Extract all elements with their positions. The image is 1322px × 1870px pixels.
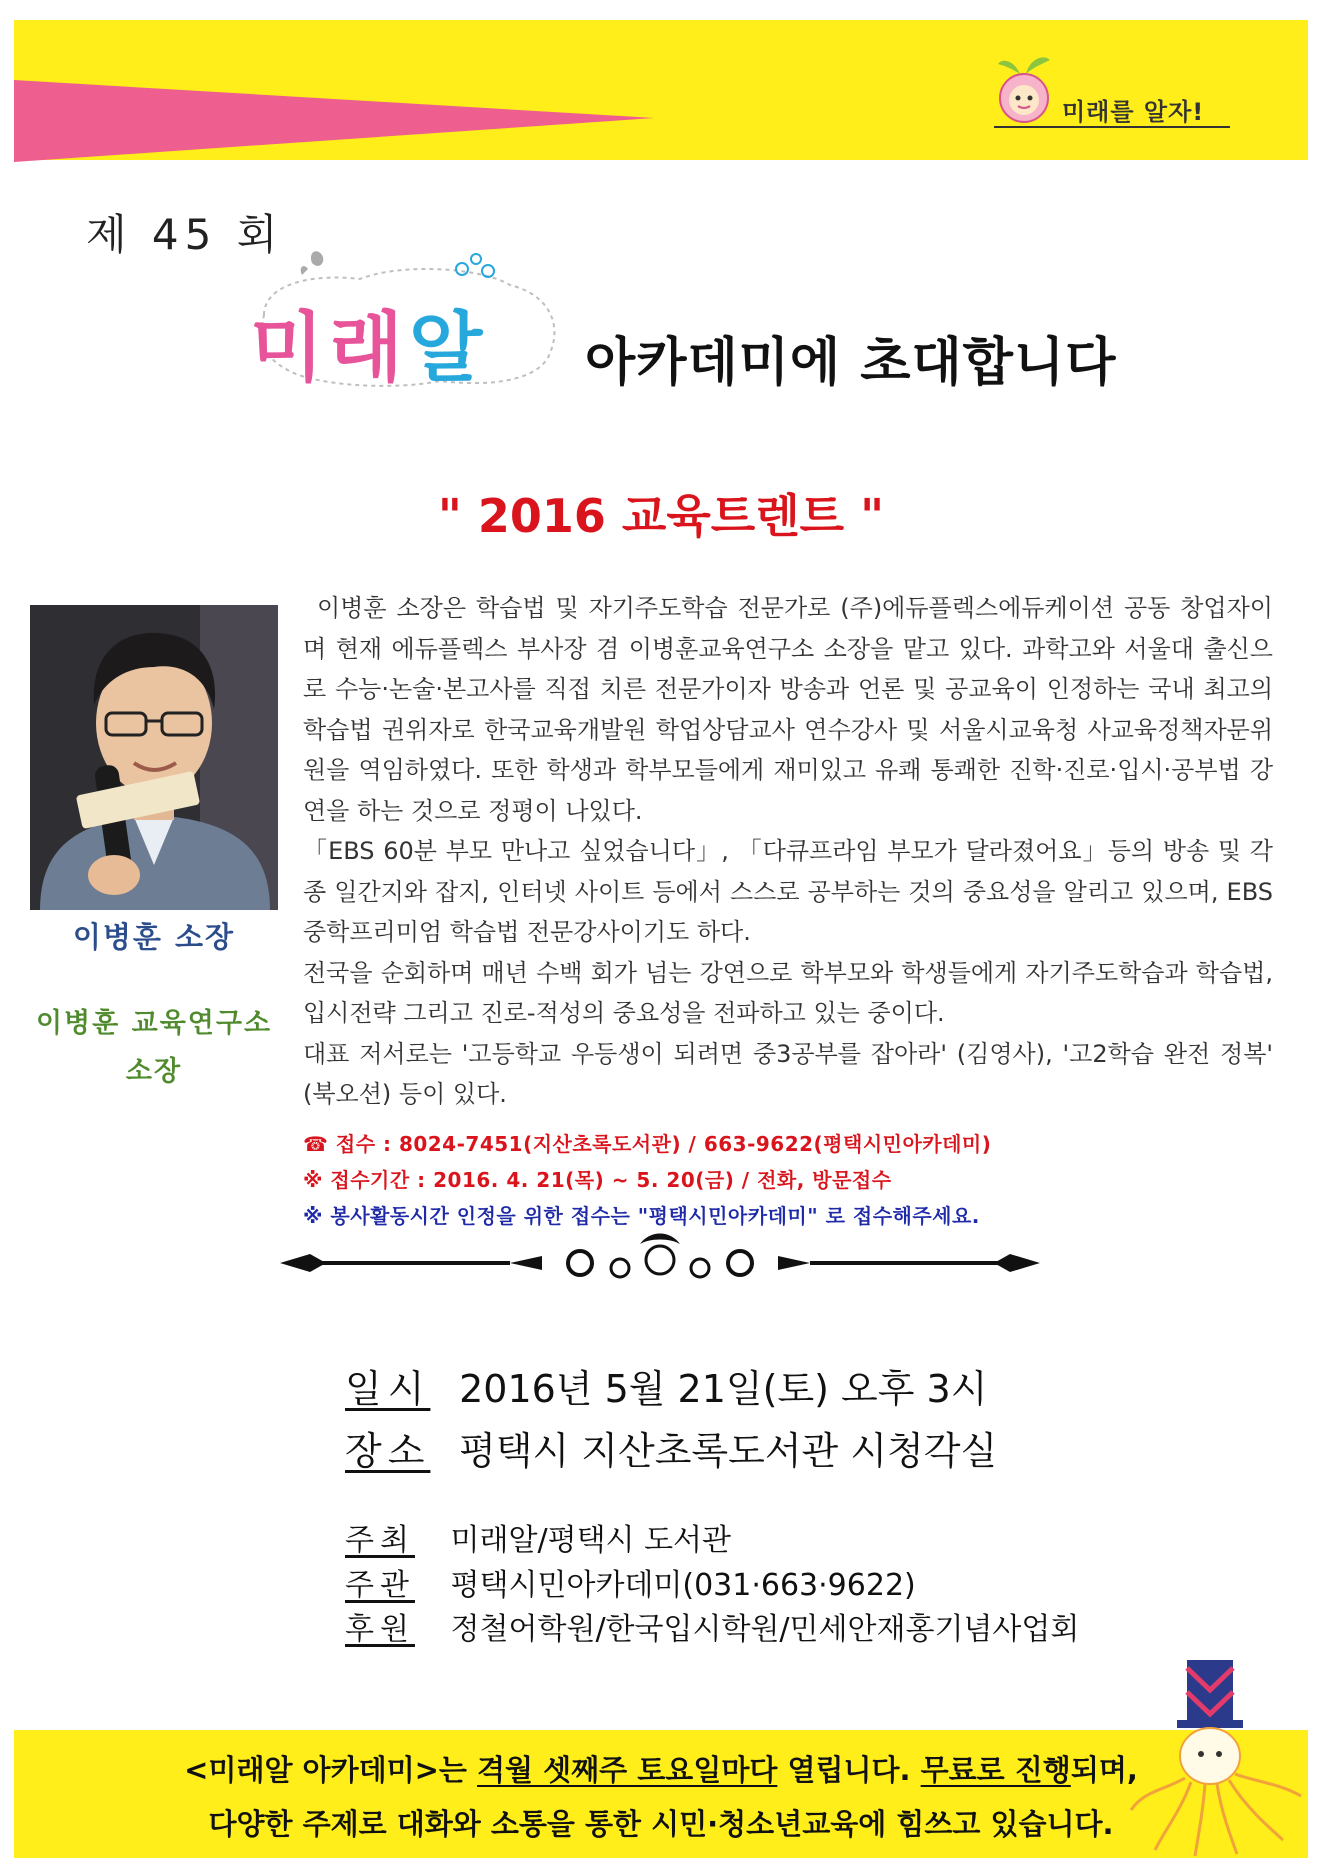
footer-schedule: 격월 셋째주 토요일마다	[477, 1753, 778, 1787]
event-place-row	[345, 1420, 997, 1475]
invite-title: 아카데미에 초대합니다	[585, 333, 1117, 393]
date-label: 일시	[345, 1367, 431, 1411]
host-label: 주최	[345, 1523, 415, 1558]
speaker-name: 이병훈 소장	[72, 920, 236, 954]
lecture-topic: " 2016 교육트렌트 "	[437, 489, 885, 543]
mirae-al-brand-logo	[250, 245, 570, 395]
footer-line-2: 다양한 주제로 대화와 소통을 통한 시민·청소년교육에 힘쓰고 있습니다.	[208, 1807, 1114, 1841]
logo-small-text: 미래를 알자!	[1062, 98, 1205, 126]
event-date-row	[345, 1358, 987, 1413]
sprout-mascot-icon	[990, 48, 1062, 134]
registration-contact: ☎ 접수 : 8024-7451(지산초록도서관) / 663-9622(평택시민아카데미)	[303, 1132, 992, 1156]
speaker-photo	[30, 605, 278, 910]
footer-academy-name: <미래알 아카데미>는	[184, 1753, 478, 1787]
bio-paragraph: 전국을 순회하며 매년 수백 회가 넘는 강연으로 학부모와 학생들에게 자기주도학습과 학습법, 입시전략 그리고 진로-적성의 중요성을 전파하고 있는 중이다.	[303, 958, 1273, 1027]
organizer-row	[345, 1560, 916, 1604]
host-row	[345, 1515, 731, 1559]
place-value: 평택시 지산초록도서관 시청각실	[459, 1429, 998, 1473]
speaker-portrait-image	[30, 605, 278, 910]
mirae-al-logo-small	[990, 48, 1230, 134]
footer-text: 되며,	[1070, 1753, 1138, 1787]
organizer-label: 주관	[345, 1568, 415, 1603]
organizer-value: 평택시민아카데미(031·663·9622)	[450, 1568, 916, 1603]
footer-free: 무료로 진행	[920, 1753, 1071, 1787]
bio-paragraph: 이병훈 소장은 학습법 및 자기주도학습 전문가로 (주)에듀플렉스에듀케이션 공동 창업자이며 현재 에듀플렉스 부사장 겸 이병훈교육연구소 소장을 맡고 있다. 과학고와 서울대 출신으로 수능·논술·본고사를 직접 치른 전문가이자 방송과 언론 및 공교육이 인정하는 국내 최고의 학습법 권위자로 한국교육개발원 학업상담교사 연수강사 및 서울시교육청 사교육정책자문위원을 역임하였다. 또한 학생과 학부모들에게 재미있고 유쾌 통쾌한 진학·진로·입시·공부법 강연을 하는 것으로 정평이 나있다.	[303, 594, 1273, 825]
sponsor-value: 정철어학원/한국입시학원/민세안재홍기념사업회	[450, 1612, 1080, 1647]
speaker-bio	[303, 588, 1273, 1115]
footer-text: 열립니다.	[777, 1753, 921, 1787]
registration-period: ※ 접수기간 : 2016. 4. 21(목) ~ 5. 20(금) / 전화, 방문접수	[303, 1168, 892, 1192]
brand-wordmark	[250, 287, 488, 396]
session-number: 제 45 회	[86, 210, 284, 259]
volunteer-notice: ※ 봉사활동시간 인정을 위한 접수는 "평택시민아카데미" 로 접수해주세요.	[303, 1204, 980, 1228]
sponsor-label: 후원	[345, 1612, 415, 1647]
ornamental-divider	[280, 1228, 1040, 1298]
logo-underline	[994, 126, 1230, 128]
pink-wedge-decoration	[14, 80, 654, 162]
bio-paragraph: 「EBS 60분 부모 만나고 싶었습니다」, 「다큐프라임 부모가 달라졌어요」등의 방송 및 각종 일간지와 잡지, 인터넷 사이트 등에서 스스로 공부하는 것의 중요성을 알리고 있으며, EBS중학프리미엄 학습법 전문강사이기도 하다.	[303, 837, 1273, 946]
bio-paragraph: 대표 저서로는 '고등학교 우등생이 되려면 중3공부를 잡아라' (김영사), '고2학습 완전 정복' (북오션) 등이 있다.	[303, 1039, 1273, 1108]
speaker-affiliation	[20, 1000, 288, 1096]
speaker-affiliation-line2: 소장	[125, 1056, 183, 1087]
place-label: 장소	[345, 1429, 431, 1473]
sponsor-row	[345, 1604, 1079, 1648]
brand-part-mirae: 미래	[250, 303, 409, 392]
speaker-affiliation-line1: 이병훈 교육연구소	[35, 1008, 273, 1039]
octopus-mascot-icon	[1125, 1660, 1305, 1860]
footer-line-1	[14, 1748, 1308, 1789]
brand-part-al: 알	[408, 303, 489, 392]
date-value: 2016년 5월 21일(토) 오후 3시	[459, 1367, 988, 1411]
host-value: 미래알/평택시 도서관	[450, 1523, 732, 1558]
